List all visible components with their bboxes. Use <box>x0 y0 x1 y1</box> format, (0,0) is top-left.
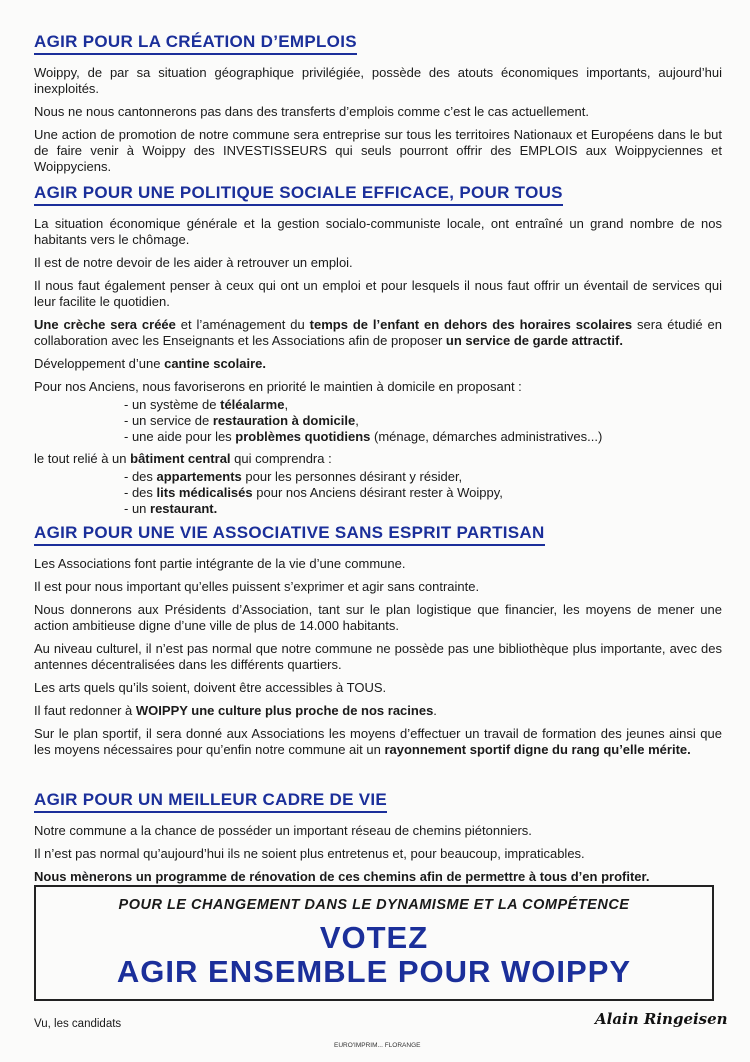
paragraph: Il n’est pas normal qu’aujourd’hui ils ne soient plus entretenus et, pour beaucoup, impraticables. <box>34 846 585 861</box>
text: - des <box>124 485 157 500</box>
bold-text: problèmes quotidiens <box>235 429 371 444</box>
section-social <box>34 183 722 523</box>
candidates-note: Vu, les candidats <box>34 1018 122 1030</box>
list-item <box>124 501 722 517</box>
paragraph: Il est pour nous important qu’elles puissent s’exprimer et agir sans contrainte. <box>34 579 480 594</box>
paragraph: Nous ne nous cantonnerons pas dans des transferts d’emplois comme c’est le cas actuellement. <box>34 104 589 119</box>
paragraph: Il est de notre devoir de les aider à retrouver un emploi. <box>34 255 353 270</box>
paragraph-sport <box>34 726 722 758</box>
paragraph: La situation économique générale et la gestion socialo-communiste locale, ont entraîné un grand nombre de nos habitants vers le chômage. <box>34 216 722 247</box>
slogan: POUR LE CHANGEMENT DANS LE DYNAMISME ET LA COMPÉTENCE <box>118 897 630 913</box>
bold-text: WOIPPY une culture plus proche de nos racines <box>135 703 434 718</box>
vote-headline: VOTEZ <box>319 920 429 955</box>
list-item <box>124 485 722 501</box>
text: , <box>284 397 289 412</box>
text: - des <box>124 469 157 484</box>
bold-text: rayonnement sportif digne du rang qu’elle mérite. <box>384 742 691 757</box>
section-title-social: AGIR POUR UNE POLITIQUE SOCIALE EFFICACE, POUR TOUS <box>34 183 563 206</box>
text: Développement d’une <box>34 356 165 371</box>
list-item <box>124 397 722 413</box>
text: qui comprendra : <box>230 451 332 466</box>
text: pour les personnes désirant y résider, <box>241 469 463 484</box>
paragraph: Notre commune a la chance de posséder un important réseau de chemins piétonniers. <box>34 823 532 838</box>
text: - une aide pour les <box>124 429 236 444</box>
text: et l’aménagement du <box>175 317 310 332</box>
bold-text: temps de l’enfant en dehors des horaires scolaires <box>309 317 633 332</box>
section-cadre-de-vie <box>34 790 722 892</box>
section-associative <box>34 523 722 765</box>
paragraph-batiment <box>34 451 722 467</box>
paragraph: Les Associations font partie intégrante de la vie d’une commune. <box>34 556 406 571</box>
bold-text: restauration à domicile <box>212 413 356 428</box>
text: (ménage, démarches administratives...) <box>370 429 603 444</box>
list-item <box>124 469 722 485</box>
bold-text: restaurant. <box>150 501 218 516</box>
text: - un système de <box>124 397 221 412</box>
paragraph: Pour nos Anciens, nous favoriserons en priorité le maintien à domicile en proposant : <box>34 379 522 394</box>
text: sera étudié en collaboration avec les Enseignants et les Associations afin de proposer <box>34 317 722 348</box>
paragraph: Au niveau culturel, il n’est pas normal que notre commune ne possède pas une bibliothèque plus importante, avec des antennes décentralisées dans les différents quartiers. <box>34 641 722 672</box>
list-item <box>124 413 722 429</box>
vote-box <box>34 885 714 1001</box>
paragraph-creche <box>34 317 722 349</box>
list-name: AGIR ENSEMBLE POUR WOIPPY <box>116 954 632 989</box>
bold-text: téléalarme <box>220 397 285 412</box>
text: le tout relié à un <box>34 451 131 466</box>
section-title-cadre-de-vie: AGIR POUR UN MEILLEUR CADRE DE VIE <box>34 790 387 813</box>
paragraph: Une action de promotion de notre commune sera entreprise sur tous les territoires Nationaux et Européens dans le but de faire venir à Woippy des INVESTISSEURS qui seuls pourront offrir des EMPLOIS aux Woippyciennes et Woippyciens. <box>34 127 722 174</box>
list-item <box>124 429 722 445</box>
services-list <box>124 397 722 445</box>
signature: Alain Ringeisen <box>595 1010 728 1028</box>
paragraph-cantine <box>34 356 722 372</box>
paragraph-bold: Nous mènerons un programme de rénovation de ces chemins afin de permettre à tous d’en profiter. <box>34 869 650 884</box>
section-title-associative: AGIR POUR UNE VIE ASSOCIATIVE SANS ESPRIT PARTISAN <box>34 523 545 546</box>
paragraph-culture <box>34 703 722 719</box>
paragraph: Les arts quels qu’ils soient, doivent être accessibles à TOUS. <box>34 680 387 695</box>
bold-text: lits médicalisés <box>156 485 253 500</box>
bold-text: un service de garde attractif. <box>445 333 623 348</box>
text: Sur le plan sportif, il sera donné aux Associations les moyens d’effectuer un travail de formation des jeunes ainsi que les moyens nécessaires pour qu’enfin notre commune ait un <box>34 726 722 757</box>
paragraph: Woippy, de par sa situation géographique privilégiée, possède des atouts économiques importants, aujourd’hui inexploités. <box>34 65 722 96</box>
text: - un <box>124 501 151 516</box>
section-emplois <box>34 32 722 182</box>
section-title-emplois: AGIR POUR LA CRÉATION D’EMPLOIS <box>34 32 357 55</box>
bold-text: cantine scolaire. <box>164 356 266 371</box>
paragraph: Nous donnerons aux Présidents d’Association, tant sur le plan logistique que financier, les moyens de mener une action ambitieuse digne d’une ville de plus de 14.000 habitants. <box>34 602 722 633</box>
bold-text: appartements <box>156 469 242 484</box>
text: . <box>433 703 437 718</box>
text: pour nos Anciens désirant rester à Woippy, <box>252 485 503 500</box>
batiment-list <box>124 469 722 517</box>
bold-text: Une crèche sera créée <box>34 317 176 332</box>
text: , <box>355 413 359 428</box>
text: Il faut redonner à <box>34 703 136 718</box>
paragraph: Il nous faut également penser à ceux qui ont un emploi et pour lesquels il nous faut offrir un éventail de services qui leur facilite le quotidien. <box>34 278 722 309</box>
text: - un service de <box>124 413 213 428</box>
printer-credit: EURO'IMPRIM... FLORANGE <box>334 1042 421 1049</box>
bold-text: bâtiment central <box>130 451 231 466</box>
